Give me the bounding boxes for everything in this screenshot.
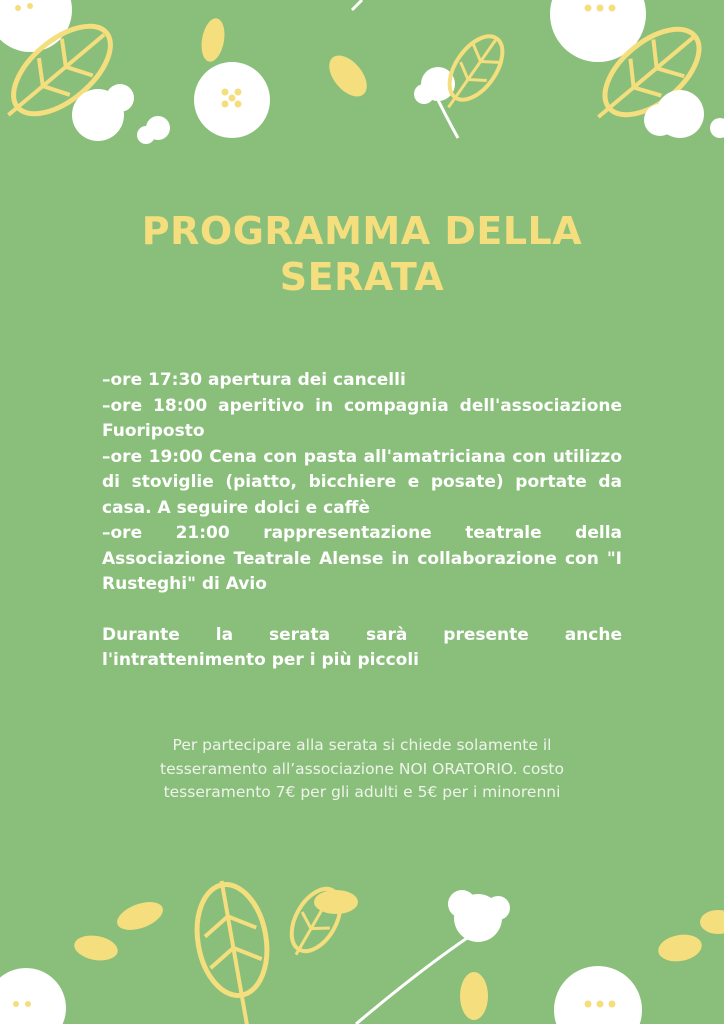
flower-icon	[0, 0, 72, 52]
flower-icon	[194, 62, 270, 138]
petal-icon	[198, 16, 227, 63]
petal-icon	[113, 897, 166, 936]
program-item: –ore 19:00 Cena con pasta all'amatriciana con utilizzo di stoviglie (piatto, bicchiere e posate) portate da casa. A seguire dolci e caffè	[102, 446, 622, 518]
flower-icon	[356, 890, 510, 1024]
petal-icon	[322, 49, 374, 104]
program-list	[102, 368, 622, 674]
petal-icon	[72, 932, 119, 963]
petal-icon	[314, 890, 358, 914]
stem-icon	[352, 0, 362, 10]
program-item: –ore 17:30 apertura dei cancelli	[102, 370, 406, 390]
flower-icon	[72, 84, 170, 144]
flower-icon	[414, 67, 458, 138]
flower-icon	[0, 968, 66, 1024]
bottom-floral-decoration	[0, 880, 724, 1024]
petal-icon	[460, 972, 488, 1020]
children-entertainment-note: Durante la serata sarà presente anche l'intrattenimento per i più piccoli	[102, 624, 622, 670]
flower-icon	[644, 90, 724, 138]
spacer	[102, 598, 622, 623]
top-floral-decoration	[0, 0, 724, 145]
petal-icon	[656, 931, 704, 964]
leaf-icon	[0, 10, 126, 138]
leaf-icon	[188, 880, 281, 1024]
program-item: –ore 21:00 rappresentazione teatrale della Associazione Teatrale Alense in collaborazione con "I Rusteghi" di Avio	[102, 523, 622, 594]
membership-note: Per partecipare alla serata si chiede solamente il tesseramento all’associazione NOI ORATORIO. costo tesseramento 7€ per gli adulti e 5€ per i minorenni	[160, 736, 564, 801]
leaf-icon	[279, 881, 351, 965]
program-item: –ore 18:00 aperitivo in compagnia dell'associazione Fuoriposto	[102, 395, 622, 441]
leaf-icon	[432, 27, 513, 119]
flower-icon	[554, 966, 642, 1024]
flower-icon	[550, 0, 646, 62]
leaf-icon	[579, 13, 714, 140]
page-title: PROGRAMMA DELLA SERATA	[141, 209, 583, 299]
petal-icon	[700, 910, 724, 934]
